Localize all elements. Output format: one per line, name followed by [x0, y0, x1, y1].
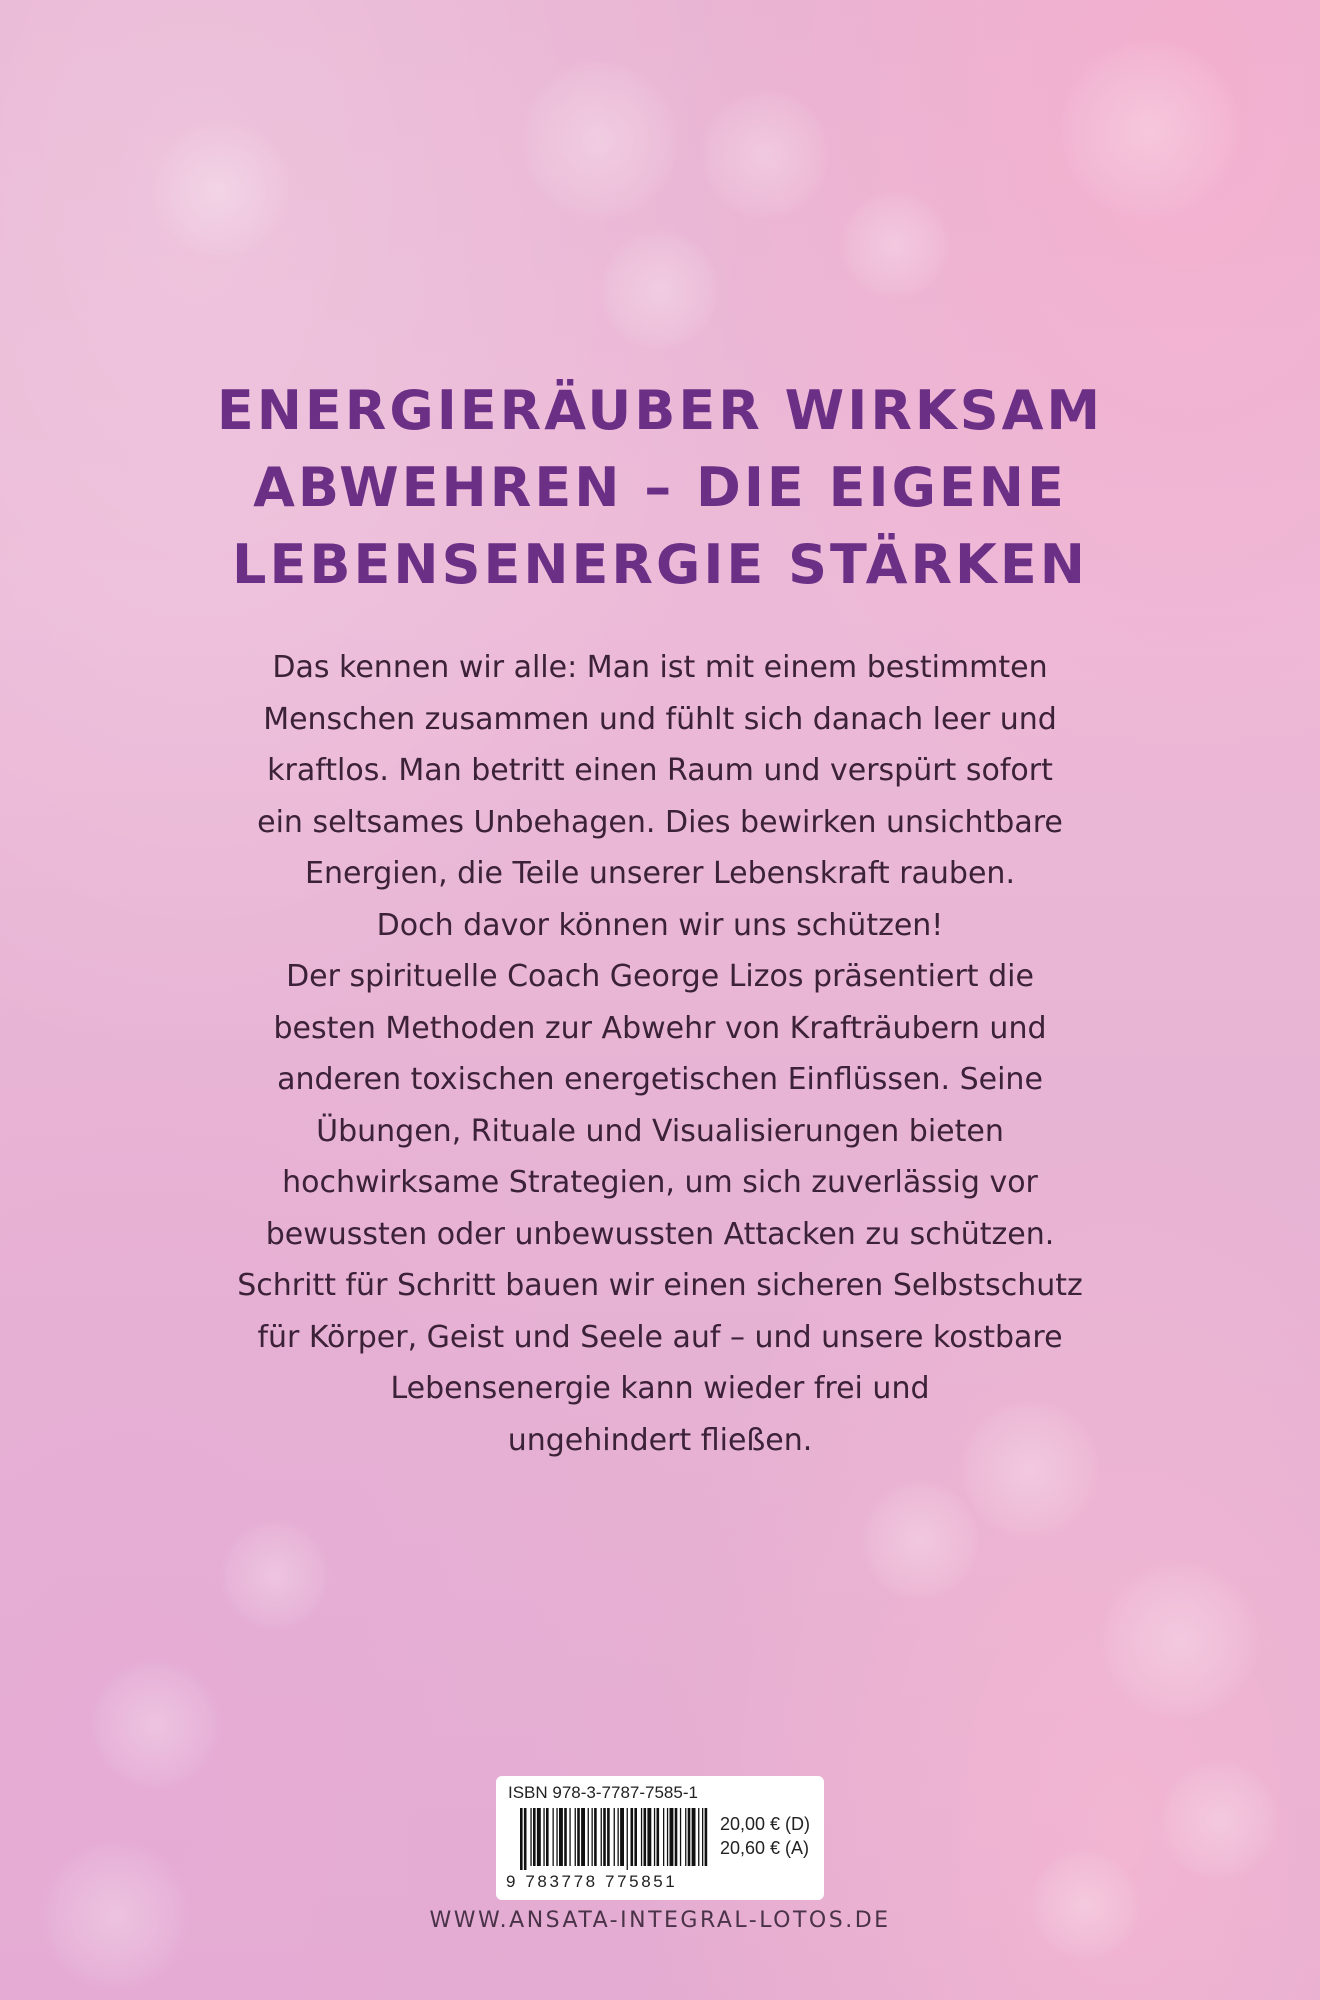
- publisher-website: WWW.ANSATA-INTEGRAL-LOTOS.DE: [429, 1908, 891, 1933]
- blurb-line: Doch davor können wir uns schützen!: [376, 907, 944, 943]
- blurb-line: Menschen zusammen und fühlt sich danach leer und: [263, 701, 1057, 737]
- blurb-line: anderen toxischen energetischen Einflüssen. Seine: [277, 1062, 1043, 1097]
- bokeh-light: [1060, 40, 1240, 220]
- bokeh-light: [1160, 1760, 1280, 1880]
- blurb-line: Der spirituelle Coach George Lizos präsentiert die: [286, 959, 1034, 994]
- price-germany: 20,00 € (D): [720, 1814, 811, 1834]
- blurb-line: hochwirksame Strategien, um sich zuverlässig vor: [282, 1165, 1038, 1200]
- blurb-text: [150, 642, 1170, 1466]
- headline-line: ENERGIERÄUBER WIRKSAM: [216, 379, 1104, 442]
- blurb-line: kraftlos. Man betritt einen Raum und verspürt sofort: [267, 753, 1053, 788]
- blurb-line: besten Methoden zur Abwehr von Krafträubern und: [273, 1010, 1047, 1046]
- blurb-line: Schritt für Schritt bauen wir einen sicheren Selbstschutz: [237, 1268, 1083, 1303]
- bokeh-light: [90, 1660, 220, 1790]
- headline-line: ABWEHREN – DIE EIGENE: [253, 456, 1067, 519]
- bokeh-light: [1030, 1850, 1140, 1960]
- headline: [140, 372, 1180, 603]
- blurb-line: ein seltsames Unbehagen. Dies bewirken unsichtbare: [257, 804, 1063, 840]
- barcode-icon: [520, 1808, 710, 1870]
- blurb-line: Lebensenergie kann wieder frei und: [390, 1371, 930, 1406]
- bokeh-light: [520, 60, 680, 220]
- bokeh-light: [1100, 1560, 1260, 1720]
- blurb-line: Übungen, Rituale und Visualisierungen bieten: [316, 1113, 1004, 1149]
- blurb-line: Energien, die Teile unserer Lebenskraft rauben.: [305, 856, 1015, 891]
- bokeh-light: [600, 230, 720, 350]
- bokeh-light: [150, 120, 290, 260]
- price-austria: 20,60 € (A): [720, 1838, 810, 1858]
- bokeh-light: [220, 1520, 330, 1630]
- headline-line: LEBENSENERGIE STÄRKEN: [232, 533, 1088, 596]
- bokeh-light: [840, 190, 950, 300]
- bokeh-light: [860, 1480, 980, 1600]
- blurb-line: für Körper, Geist und Seele auf – und unsere kostbare: [257, 1319, 1063, 1355]
- isbn-text: ISBN 978-3-7787-7585-1: [508, 1783, 698, 1802]
- blurb-line: bewussten oder unbewussten Attacken zu schützen.: [265, 1216, 1055, 1252]
- barcode-label: [496, 1776, 824, 1900]
- blurb-line: Das kennen wir alle: Man ist mit einem bestimmten: [272, 650, 1048, 685]
- blurb-line: ungehindert fließen.: [507, 1422, 813, 1458]
- barcode-digits: 9 783778 775851: [506, 1872, 678, 1891]
- bokeh-light: [700, 90, 830, 220]
